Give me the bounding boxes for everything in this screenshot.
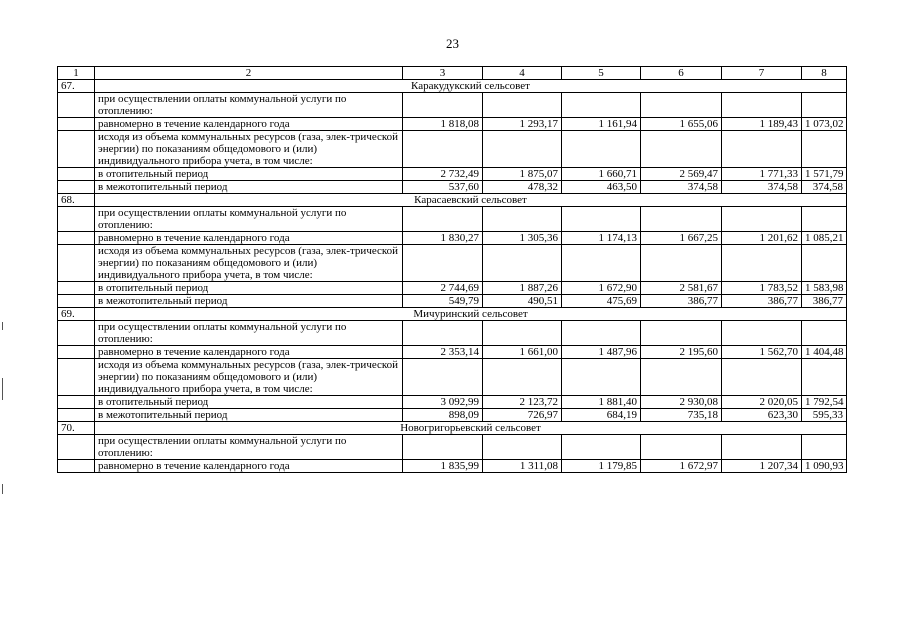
value-cell: 386,77 [802, 295, 847, 308]
value-cell [641, 359, 722, 396]
table-row [58, 282, 847, 295]
value-cell [802, 321, 847, 346]
table-row [58, 396, 847, 409]
value-cell [483, 245, 562, 282]
row-label: равномерно в течение календарного года [95, 232, 403, 245]
row-label: в межотопительный период [95, 409, 403, 422]
page-number: 23 [446, 36, 459, 51]
value-cell: 1 660,71 [562, 168, 641, 181]
value-cell: 1 661,00 [483, 346, 562, 359]
row-number-cell [58, 232, 95, 245]
column-header: 7 [722, 67, 802, 80]
row-number-cell [58, 346, 95, 359]
value-cell: 1 090,93 [802, 460, 847, 473]
value-cell: 1 875,07 [483, 168, 562, 181]
value-cell [641, 321, 722, 346]
row-number-cell [58, 181, 95, 194]
tariff-table [57, 66, 847, 473]
value-cell [802, 435, 847, 460]
value-cell: 1 085,21 [802, 232, 847, 245]
row-label: равномерно в течение календарного года [95, 346, 403, 359]
value-cell: 1 571,79 [802, 168, 847, 181]
value-cell [802, 245, 847, 282]
value-cell: 1 487,96 [562, 346, 641, 359]
value-cell [562, 245, 641, 282]
value-cell [403, 245, 483, 282]
value-cell: 1 179,85 [562, 460, 641, 473]
value-cell: 726,97 [483, 409, 562, 422]
value-cell [403, 207, 483, 232]
value-cell: 386,77 [722, 295, 802, 308]
row-label: при осуществлении оплаты коммунальной услуги по отоплению: [95, 207, 403, 232]
value-cell [483, 321, 562, 346]
value-cell [802, 131, 847, 168]
value-cell [722, 93, 802, 118]
value-cell [641, 131, 722, 168]
row-number-cell [58, 245, 95, 282]
value-cell: 1 771,33 [722, 168, 802, 181]
value-cell [562, 359, 641, 396]
row-number-cell [58, 131, 95, 168]
value-cell [722, 359, 802, 396]
row-label: исходя из объема коммунальных ресурсов (газа, элек-трической энергии) по показаниям общедомового и (или) индивидуального прибора учета, в том числе: [95, 359, 403, 396]
value-cell: 1 293,17 [483, 118, 562, 131]
row-label: равномерно в течение календарного года [95, 460, 403, 473]
value-cell: 1 073,02 [802, 118, 847, 131]
row-label: в отопительный период [95, 168, 403, 181]
value-cell: 2 353,14 [403, 346, 483, 359]
row-number-cell [58, 435, 95, 460]
value-cell [403, 435, 483, 460]
value-cell: 2 732,49 [403, 168, 483, 181]
value-cell [722, 245, 802, 282]
margin-mark [2, 378, 3, 400]
section-name: Новогригорьевский сельсовет [95, 422, 847, 435]
table-row [58, 245, 847, 282]
table-row [58, 321, 847, 346]
table-row [58, 131, 847, 168]
value-cell: 1 207,34 [722, 460, 802, 473]
row-label: исходя из объема коммунальных ресурсов (газа, элек-трической энергии) по показаниям общедомового и (или) индивидуального прибора учета, в том числе: [95, 131, 403, 168]
table-row [58, 409, 847, 422]
table-row [58, 232, 847, 245]
column-header: 8 [802, 67, 847, 80]
value-cell: 1 818,08 [403, 118, 483, 131]
section-row [58, 194, 847, 207]
table-row [58, 460, 847, 473]
value-cell: 1 201,62 [722, 232, 802, 245]
section-name: Мичуринский сельсовет [95, 308, 847, 321]
value-cell: 684,19 [562, 409, 641, 422]
section-number: 68. [58, 194, 95, 207]
row-label: в межотопительный период [95, 181, 403, 194]
column-header: 2 [95, 67, 403, 80]
value-cell: 475,69 [562, 295, 641, 308]
value-cell [483, 131, 562, 168]
value-cell: 1 655,06 [641, 118, 722, 131]
value-cell: 537,60 [403, 181, 483, 194]
row-label: при осуществлении оплаты коммунальной услуги по отоплению: [95, 321, 403, 346]
section-row [58, 308, 847, 321]
value-cell: 2 744,69 [403, 282, 483, 295]
value-cell [562, 93, 641, 118]
row-number-cell [58, 359, 95, 396]
table-row [58, 359, 847, 396]
row-label: при осуществлении оплаты коммунальной услуги по отоплению: [95, 435, 403, 460]
value-cell: 1 311,08 [483, 460, 562, 473]
section-name: Каракудукский сельсовет [95, 80, 847, 93]
value-cell [483, 435, 562, 460]
value-cell: 2 020,05 [722, 396, 802, 409]
value-cell [562, 435, 641, 460]
value-cell [562, 131, 641, 168]
margin-mark [2, 484, 3, 494]
value-cell: 1 792,54 [802, 396, 847, 409]
section-number: 67. [58, 80, 95, 93]
value-cell [641, 245, 722, 282]
value-cell [483, 93, 562, 118]
value-cell: 1 667,25 [641, 232, 722, 245]
table-row [58, 118, 847, 131]
value-cell: 478,32 [483, 181, 562, 194]
value-cell: 735,18 [641, 409, 722, 422]
value-cell: 549,79 [403, 295, 483, 308]
column-header: 6 [641, 67, 722, 80]
table-row [58, 346, 847, 359]
row-label: в межотопительный период [95, 295, 403, 308]
value-cell: 1 783,52 [722, 282, 802, 295]
value-cell: 1 583,98 [802, 282, 847, 295]
table-row [58, 207, 847, 232]
value-cell: 1 887,26 [483, 282, 562, 295]
row-label: равномерно в течение календарного года [95, 118, 403, 131]
row-number-cell [58, 396, 95, 409]
row-label: в отопительный период [95, 396, 403, 409]
value-cell [562, 321, 641, 346]
value-cell [722, 131, 802, 168]
column-header: 3 [403, 67, 483, 80]
row-number-cell [58, 207, 95, 232]
section-number: 69. [58, 308, 95, 321]
value-cell [641, 207, 722, 232]
table-row [58, 435, 847, 460]
value-cell: 374,58 [802, 181, 847, 194]
value-cell: 1 672,97 [641, 460, 722, 473]
value-cell: 2 123,72 [483, 396, 562, 409]
value-cell [403, 359, 483, 396]
row-label: исходя из объема коммунальных ресурсов (газа, элек-трической энергии) по показаниям общедомового и (или) индивидуального прибора учета, в том числе: [95, 245, 403, 282]
value-cell [403, 93, 483, 118]
table-row [58, 295, 847, 308]
row-number-cell [58, 409, 95, 422]
row-label: в отопительный период [95, 282, 403, 295]
row-number-cell [58, 295, 95, 308]
value-cell: 1 562,70 [722, 346, 802, 359]
value-cell: 1 672,90 [562, 282, 641, 295]
value-cell: 463,50 [562, 181, 641, 194]
value-cell [403, 321, 483, 346]
value-cell [641, 435, 722, 460]
value-cell: 1 881,40 [562, 396, 641, 409]
section-row [58, 422, 847, 435]
value-cell: 490,51 [483, 295, 562, 308]
value-cell: 1 189,43 [722, 118, 802, 131]
value-cell: 2 581,67 [641, 282, 722, 295]
value-cell: 374,58 [722, 181, 802, 194]
value-cell [483, 207, 562, 232]
value-cell: 374,58 [641, 181, 722, 194]
row-label: при осуществлении оплаты коммунальной услуги по отоплению: [95, 93, 403, 118]
value-cell: 898,09 [403, 409, 483, 422]
table-row [58, 168, 847, 181]
row-number-cell [58, 282, 95, 295]
row-number-cell [58, 93, 95, 118]
row-number-cell [58, 168, 95, 181]
value-cell [562, 207, 641, 232]
value-cell: 1 404,48 [802, 346, 847, 359]
row-number-cell [58, 321, 95, 346]
margin-mark [2, 322, 3, 330]
header-row [58, 67, 847, 80]
value-cell [641, 93, 722, 118]
value-cell: 1 161,94 [562, 118, 641, 131]
value-cell: 3 092,99 [403, 396, 483, 409]
value-cell: 595,33 [802, 409, 847, 422]
section-number: 70. [58, 422, 95, 435]
value-cell: 623,30 [722, 409, 802, 422]
value-cell: 386,77 [641, 295, 722, 308]
table-body [58, 67, 847, 473]
section-row [58, 80, 847, 93]
value-cell [483, 359, 562, 396]
value-cell: 2 569,47 [641, 168, 722, 181]
table-row [58, 93, 847, 118]
value-cell: 2 930,08 [641, 396, 722, 409]
value-cell [802, 93, 847, 118]
row-number-cell [58, 118, 95, 131]
column-header: 1 [58, 67, 95, 80]
value-cell [722, 207, 802, 232]
value-cell: 1 830,27 [403, 232, 483, 245]
value-cell [403, 131, 483, 168]
table-row [58, 181, 847, 194]
value-cell: 1 305,36 [483, 232, 562, 245]
value-cell: 1 835,99 [403, 460, 483, 473]
value-cell [722, 321, 802, 346]
row-number-cell [58, 460, 95, 473]
value-cell: 2 195,60 [641, 346, 722, 359]
value-cell: 1 174,13 [562, 232, 641, 245]
column-header: 4 [483, 67, 562, 80]
value-cell [802, 207, 847, 232]
value-cell [722, 435, 802, 460]
value-cell [802, 359, 847, 396]
section-name: Карасаевский сельсовет [95, 194, 847, 207]
column-header: 5 [562, 67, 641, 80]
